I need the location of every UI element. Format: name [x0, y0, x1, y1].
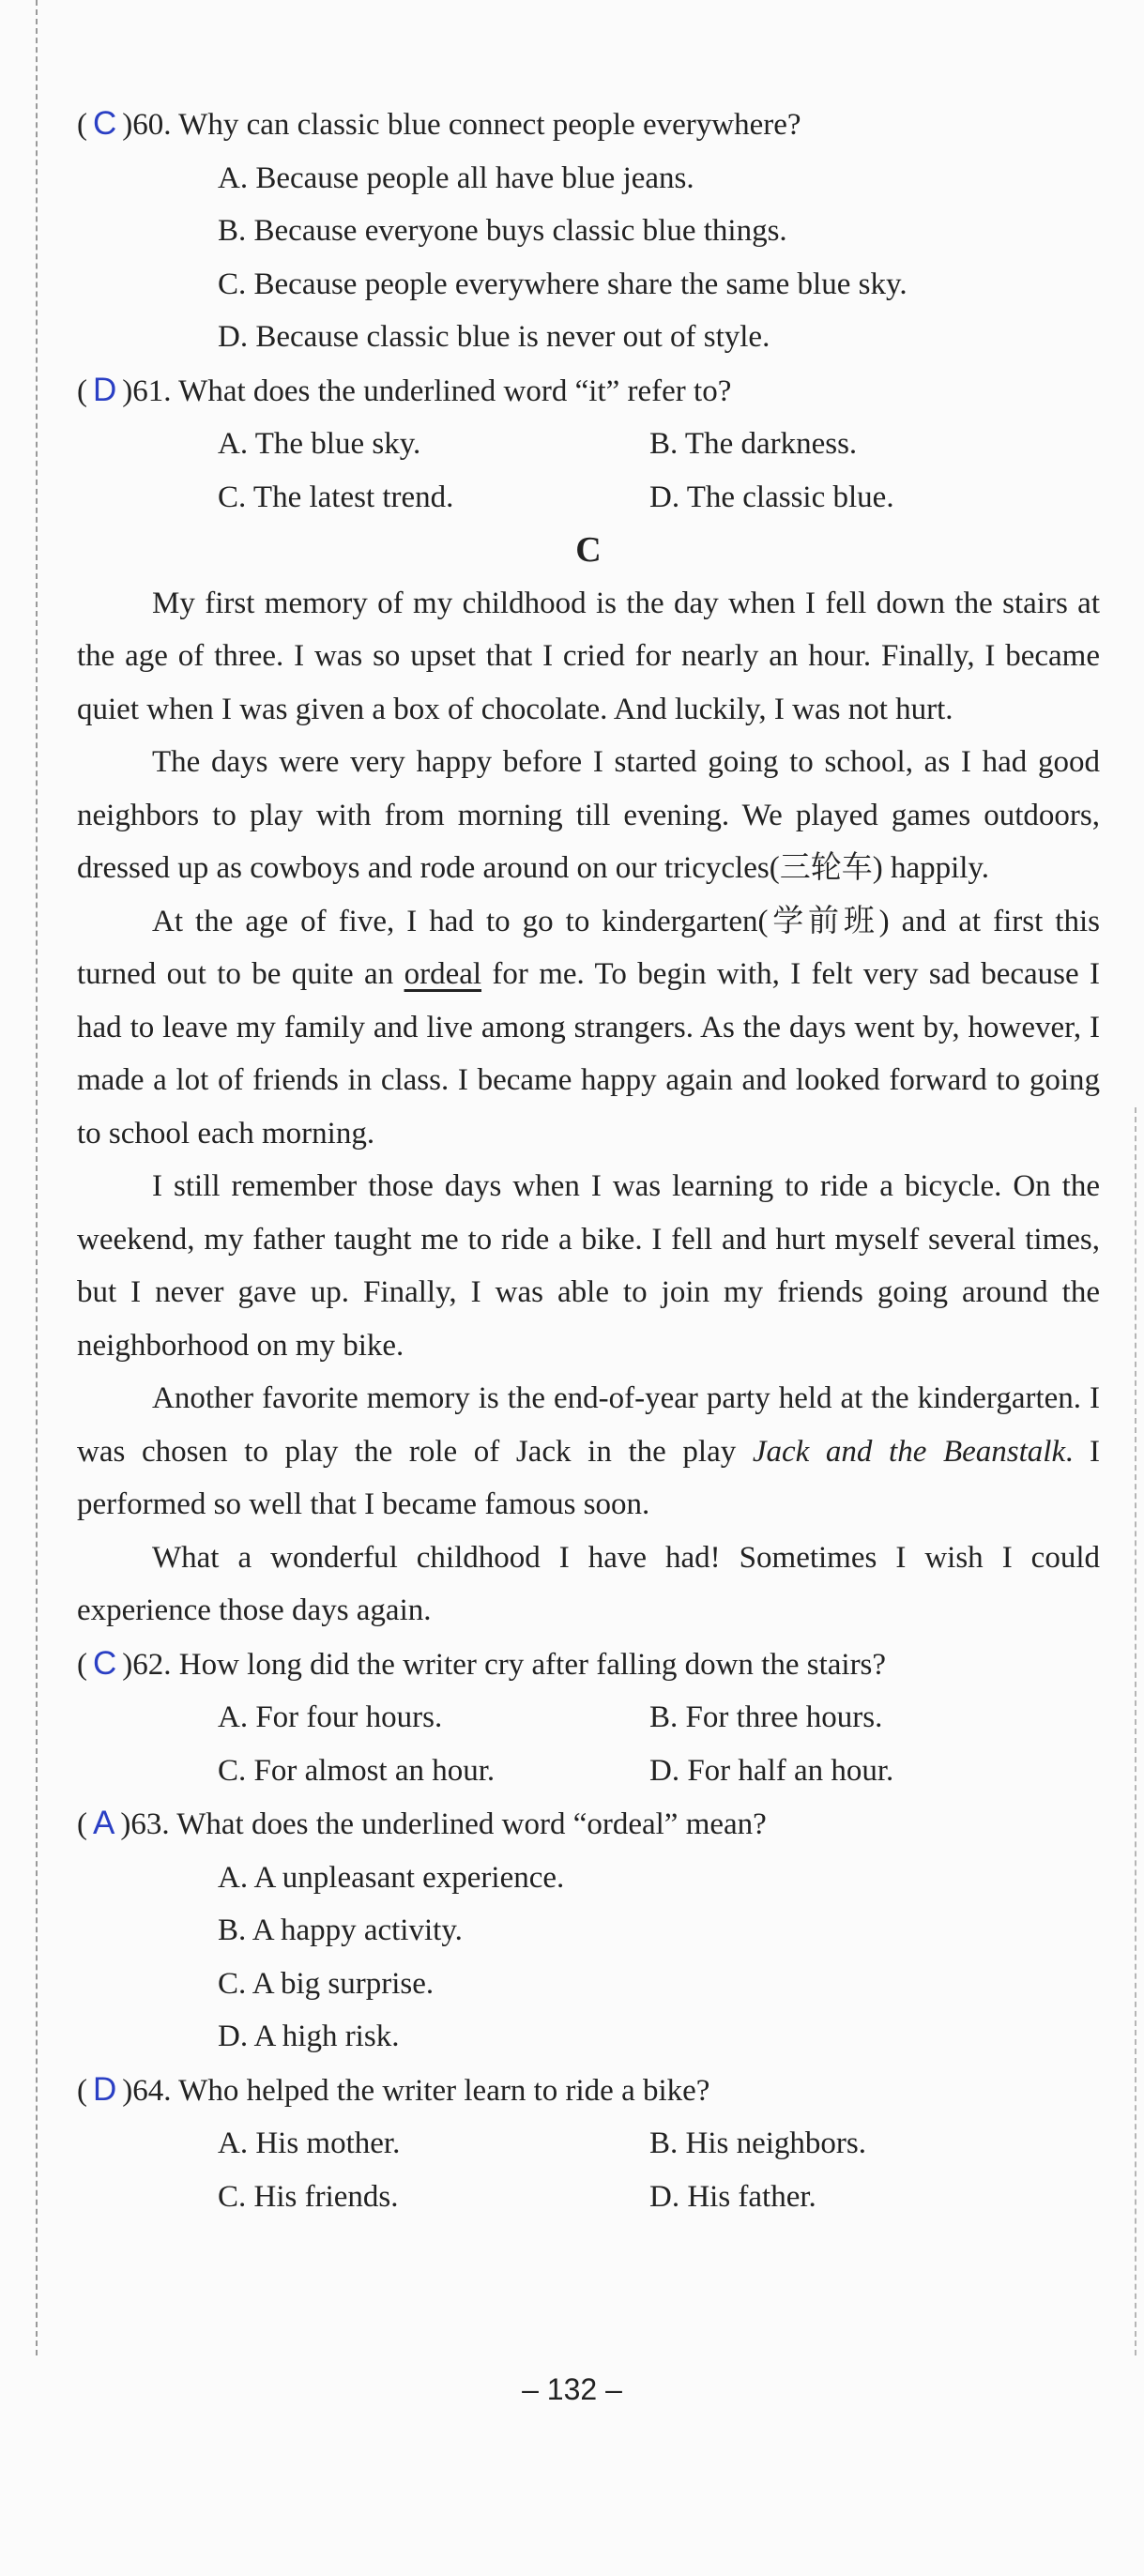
option: C. The latest trend.	[218, 480, 454, 514]
passage-paragraph: At the age of five, I had to go to kindergarten(学前班) and at first this turned out to be quite an ordeal for me. To begin with, I felt very sad because I had to leave my family and live among strangers. As the days went by, however, I made a lot of friends in class. I became happy again and looked forward to going to school each morning.	[77, 904, 1101, 1151]
option-row	[77, 1745, 1100, 1798]
question-stem: )61. What does the underlined word “it” refer to?	[122, 373, 732, 408]
option-row	[77, 1691, 1100, 1745]
option: B. His neighbors.	[649, 2126, 866, 2160]
answer-mark: A	[93, 1805, 115, 1841]
play-title: Jack and the Beanstalk	[752, 1434, 1066, 1469]
option-row	[77, 2171, 1100, 2224]
passage-paragraph: What a wonderful childhood I have had! Sometimes I wish I could experience those days again.	[77, 1540, 1100, 1627]
question-62: ( C )62. How long did the writer cry after falling down the stairs?	[77, 1644, 887, 1682]
underlined-word: ordeal	[404, 957, 482, 991]
passage-paragraph: I still remember those days when I was learning to ride a bicycle. On the weekend, my father taught me to ride a bike. I fell and hurt myself several times, but I never gave up. Finally, I was able to join my friends going around the neighborhood on my bike.	[77, 1169, 1100, 1363]
passage-paragraph: Another favorite memory is the end-of-year party held at the kindergarten. I was chosen to play the role of Jack in the play Jack and the Beanstalk. I performed so well that I became famous soon.	[77, 1381, 1100, 1521]
option: A. His mother.	[218, 2126, 401, 2160]
option-row	[77, 2117, 1100, 2171]
option: A. The blue sky.	[218, 427, 421, 461]
option: A. A unpleasant experience.	[218, 1860, 565, 1895]
option: C. Because people everywhere share the same blue sky.	[218, 267, 908, 301]
option: D. A high risk.	[218, 2020, 400, 2053]
question-63: ( A )63. What does the underlined word “ordeal” mean?	[77, 1805, 767, 1841]
question-64: ( D )64. Who helped the writer learn to ride a bike?	[77, 2070, 710, 2108]
page-number: – 132 –	[522, 2372, 622, 2406]
question-61: ( D )61. What does the underlined word “it” refer to?	[77, 371, 732, 408]
section-title: C	[575, 530, 602, 570]
question-stem: )64. Who helped the writer learn to ride a bike?	[122, 2073, 710, 2108]
option: B. A happy activity.	[218, 1913, 463, 1947]
binding-dashed-line	[36, 0, 38, 2355]
option: A. Because people all have blue jeans.	[218, 160, 694, 195]
answer-mark: D	[93, 2070, 117, 2108]
question-stem: )60. Why can classic blue connect people everywhere?	[122, 108, 801, 142]
option: B. For three hours.	[649, 1700, 883, 1734]
page-content	[77, 98, 1100, 2223]
right-dashed-line	[1135, 1107, 1136, 2355]
option: B. The darkness.	[649, 427, 858, 461]
option: D. His father.	[649, 2179, 816, 2214]
option: C. His friends.	[218, 2179, 399, 2214]
option: C. A big surprise.	[218, 1966, 435, 2001]
option-row	[77, 471, 1100, 525]
passage-paragraph: My first memory of my childhood is the day when I fell down the stairs at the age of three. I was so upset that I cried for nearly an hour. Finally, I became quiet when I was given a box of chocolate. And luckily, I was not hurt.	[77, 586, 1100, 726]
option: D. For half an hour.	[649, 1753, 894, 1788]
option: D. The classic blue.	[649, 480, 894, 514]
answer-mark: C	[93, 1644, 117, 1682]
question-stem: )63. What does the underlined word “ordeal” mean?	[120, 1807, 767, 1841]
question-stem: )62. How long did the writer cry after falling down the stairs?	[122, 1647, 887, 1682]
option-row	[77, 418, 1100, 471]
option: A. For four hours.	[218, 1700, 443, 1734]
option: D. Because classic blue is never out of style.	[218, 320, 770, 354]
answer-mark: C	[93, 105, 117, 142]
option: B. Because everyone buys classic blue things.	[218, 214, 787, 248]
question-60: ( C )60. Why can classic blue connect people everywhere?	[77, 105, 801, 142]
option: C. For almost an hour.	[218, 1753, 496, 1788]
passage-paragraph: The days were very happy before I started going to school, as I had good neighbors to play with from morning till evening. We played games outdoors, dressed up as cowboys and rode around on our tricycles(三轮车) happily.	[77, 745, 1100, 885]
answer-mark: D	[93, 371, 117, 408]
